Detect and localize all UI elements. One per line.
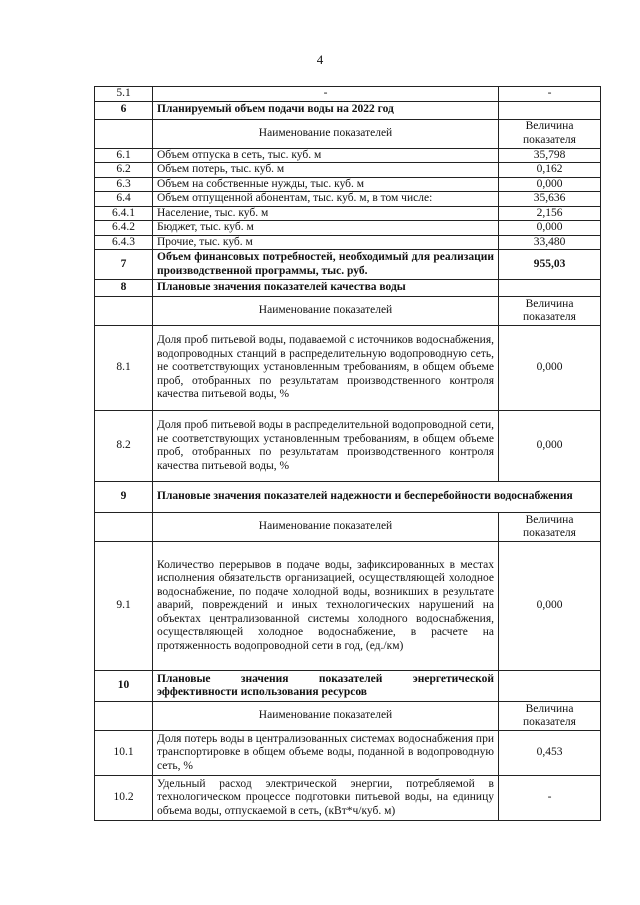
row-number: 10.1 [95,731,153,776]
table-row [95,326,601,411]
empty-cell [499,280,601,297]
empty-cell [95,297,153,326]
header-row [95,513,601,542]
indicator-value: - [499,87,601,102]
row-number: 6.4.2 [95,221,153,236]
table-row [95,177,601,192]
row-number: 6.4.1 [95,206,153,221]
table-row [95,542,601,671]
column-header-value: Величина показателя [499,297,601,326]
table-row [95,148,601,163]
empty-cell [95,702,153,731]
indicator-name: Количество перерывов в подаче воды, зафиксированных в местах исполнения обязательств организацией, осуществляющей холодное водоснабжение, по подаче холодной воды, возникших в результате аварий, повреждений и иных технологических нарушений на объектах централизованной системы холодного водоснабжения, осуществляющей холодное водоснабжение, в расчете на протяженность водопроводной сети в год, (ед./км) [153,542,499,671]
section-title: Плановые значения показателей энергетической эффективности использования ресурсов [153,671,499,702]
section-row [95,482,601,513]
table-row [95,776,601,821]
column-header-name: Наименование показателей [153,119,499,148]
section-title: Планируемый объем подачи воды на 2022 год [153,101,499,119]
column-header-value: Величина показателя [499,119,601,148]
indicator-name: Объем потерь, тыс. куб. м [153,163,499,178]
indicator-name: Прочие, тыс. куб. м [153,235,499,250]
table-row [95,87,601,102]
indicator-value: 0,162 [499,163,601,178]
row-number: 10.2 [95,776,153,821]
section-row [95,280,601,297]
empty-cell [499,671,601,702]
indicator-value: 955,03 [499,250,601,280]
row-number: 6.2 [95,163,153,178]
column-header-value: Величина показателя [499,513,601,542]
section-number: 9 [95,482,153,513]
indicator-name: Удельный расход электрической энергии, потребляемой в технологическом процессе подготовки питьевой воды, на единицу объема воды, отпускаемой в сеть, (кВт*ч/куб. м) [153,776,499,821]
row-number: 6.3 [95,177,153,192]
section-title: Плановые значения показателей надежности и бесперебойности водоснабжения [153,482,601,513]
table-row [95,731,601,776]
column-header-name: Наименование показателей [153,513,499,542]
section-row [95,101,601,119]
indicator-name: Объем финансовых потребностей, необходимый для реализации производственной программы, тыс. руб. [153,250,499,280]
page-number: 4 [316,52,324,67]
section-number: 6 [95,101,153,119]
indicator-value: 0,000 [499,411,601,482]
table-row [95,163,601,178]
indicator-value: 33,480 [499,235,601,250]
indicator-value: 0,000 [499,221,601,236]
indicator-name: Доля проб питьевой воды, подаваемой с источников водоснабжения, водопроводных станций в распределительную водопроводную сеть, не соответствующих установленным требованиям, в общем объеме проб, отобранных по результатам производственного контроля качества питьевой воды, % [153,326,499,411]
table-row [95,411,601,482]
header-row [95,702,601,731]
row-number: 9.1 [95,542,153,671]
indicator-value: 35,798 [499,148,601,163]
section-title: Плановые значения показателей качества воды [153,280,499,297]
indicator-name: Доля потерь воды в централизованных системах водоснабжения при транспортировке в общем объеме воды, поданной в водопроводную сеть, % [153,731,499,776]
empty-cell [95,513,153,542]
section-number: 8 [95,280,153,297]
indicators-table [94,86,601,821]
header-row [95,119,601,148]
table-row [95,192,601,207]
table-row [95,250,601,280]
column-header-name: Наименование показателей [153,702,499,731]
indicator-value: 0,000 [499,542,601,671]
indicator-value: - [499,776,601,821]
indicator-value: 35,636 [499,192,601,207]
row-number: 6.1 [95,148,153,163]
row-number: 5.1 [95,87,153,102]
indicator-value: 0,453 [499,731,601,776]
indicator-name: Объем на собственные нужды, тыс. куб. м [153,177,499,192]
indicator-value: 0,000 [499,326,601,411]
table-row [95,206,601,221]
table-row [95,221,601,236]
indicator-name: Население, тыс. куб. м [153,206,499,221]
row-number: 6.4 [95,192,153,207]
row-number: 6.4.3 [95,235,153,250]
row-number: 7 [95,250,153,280]
header-row [95,297,601,326]
section-number: 10 [95,671,153,702]
column-header-name: Наименование показателей [153,297,499,326]
column-header-value: Величина показателя [499,702,601,731]
section-row [95,671,601,702]
row-number: 8.1 [95,326,153,411]
indicator-name: Доля проб питьевой воды в распределительной водопроводной сети, не соответствующих установленным требованиям, в общем объеме проб, отобранных по результатам производственного контроля качества питьевой воды, % [153,411,499,482]
table-row [95,235,601,250]
indicator-name: Бюджет, тыс. куб. м [153,221,499,236]
indicator-name: Объем отпуска в сеть, тыс. куб. м [153,148,499,163]
indicator-name: Объем отпущенной абонентам, тыс. куб. м, в том числе: [153,192,499,207]
empty-cell [499,101,601,119]
indicator-value: 0,000 [499,177,601,192]
empty-cell [95,119,153,148]
indicator-name: - [153,87,499,102]
row-number: 8.2 [95,411,153,482]
indicator-value: 2,156 [499,206,601,221]
